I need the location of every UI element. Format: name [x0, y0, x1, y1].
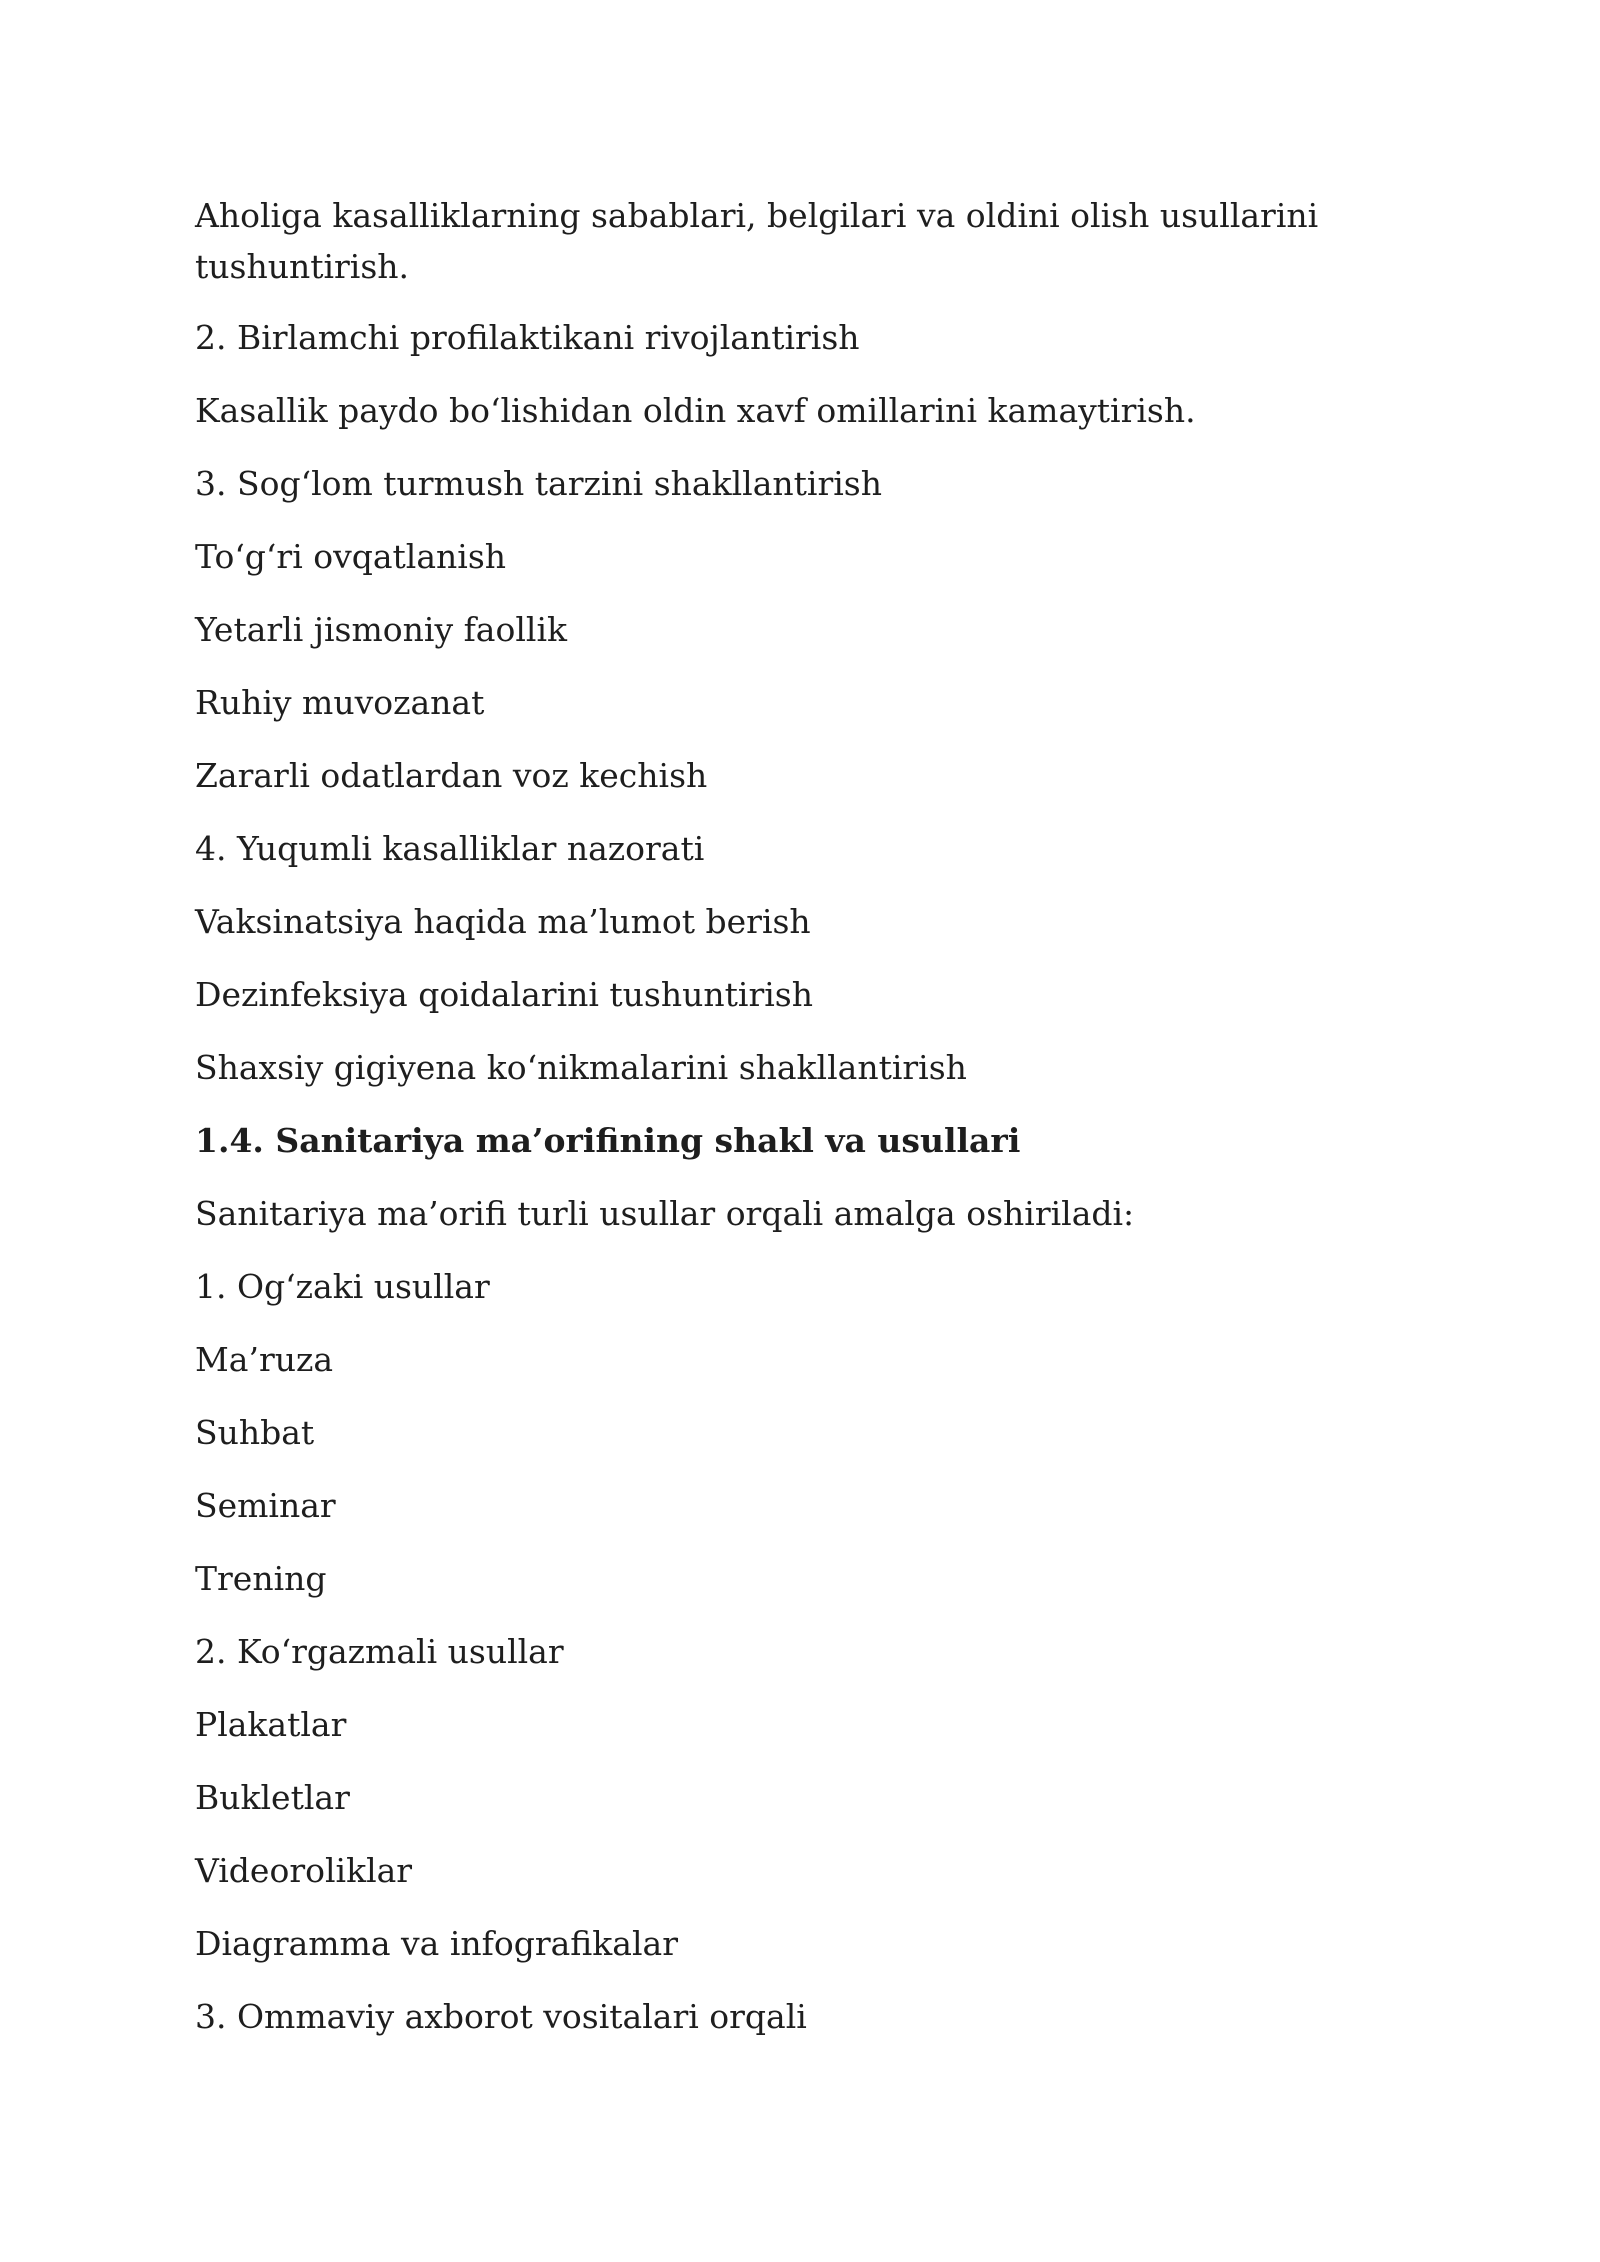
section-heading: 1.4. Sanitariya ma’orifining shakl va usullari — [195, 1121, 1021, 1160]
text-line: Dezinfeksiya qoidalarini tushuntirish — [195, 975, 813, 1014]
text-line: Shaxsiy gigiyena ko‘nikmalarini shakllantirish — [195, 1048, 967, 1087]
text-line: 3. Ommaviy axborot vositalari orqali — [195, 1997, 807, 2036]
text-line: 3. Sog‘lom turmush tarzini shakllantirish — [195, 464, 882, 503]
text-line: Videoroliklar — [195, 1851, 413, 1890]
text-line: 2. Birlamchi profilaktikani rivojlantirish — [195, 318, 860, 357]
text-line: Suhbat — [195, 1413, 315, 1452]
text-line: Bukletlar — [195, 1778, 350, 1817]
text-line: 4. Yuqumli kasalliklar nazorati — [195, 829, 705, 868]
text-line: Trening — [195, 1559, 327, 1598]
intro-paragraph: Aholiga kasalliklarning sabablari, belgilari va oldini olish usullarini tushuntirish. — [195, 196, 1319, 286]
text-line: 1. Og‘zaki usullar — [195, 1267, 490, 1306]
text-line: To‘g‘ri ovqatlanish — [195, 537, 507, 576]
text-line: Sanitariya ma’orifi turli usullar orqali amalga oshiriladi: — [195, 1194, 1135, 1233]
text-line: Vaksinatsiya haqida ma’lumot berish — [195, 902, 811, 941]
text-line: Diagramma va infografikalar — [195, 1924, 678, 1963]
text-line: Kasallik paydo bo‘lishidan oldin xavf omillarini kamaytirish. — [195, 391, 1196, 430]
text-line: Zararli odatlardan voz kechish — [195, 756, 708, 795]
text-line: Seminar — [195, 1486, 336, 1525]
text-line: Ruhiy muvozanat — [195, 683, 485, 722]
document-body — [195, 190, 1325, 2064]
document-lines — [195, 312, 1325, 2042]
text-line: Ma’ruza — [195, 1340, 334, 1379]
text-line: 2. Ko‘rgazmali usullar — [195, 1632, 564, 1671]
text-line: Yetarli jismoniy faollik — [195, 610, 567, 649]
text-line: Plakatlar — [195, 1705, 347, 1744]
